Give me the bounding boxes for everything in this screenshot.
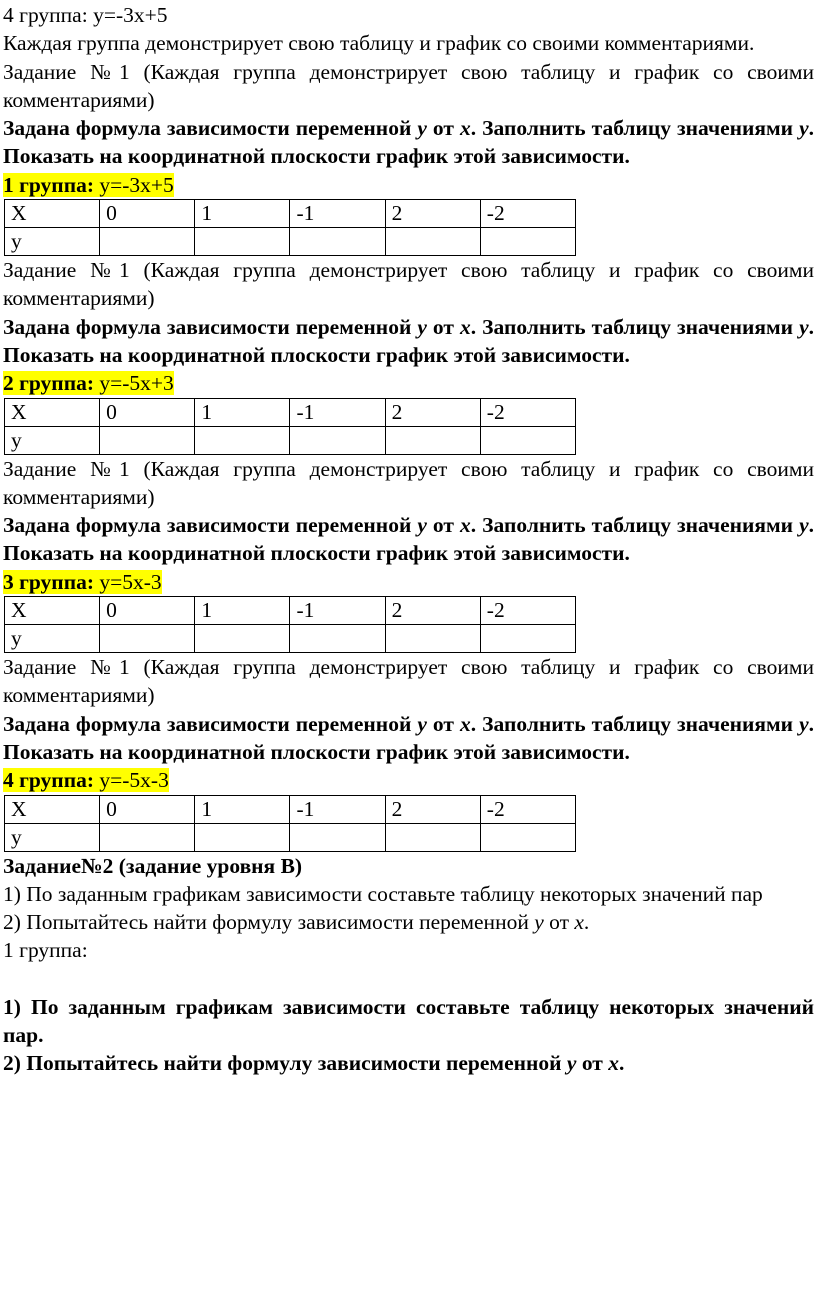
table-cell-y [100,625,195,653]
table-cell-x: 1 [195,597,290,625]
task2-bold-item-1: 1) По заданным графикам зависимости составьте таблицу некоторых значений пар. [3,994,814,1048]
blank-line [3,965,814,993]
table-cell-y [290,823,385,851]
table-cell-y: у [5,426,100,454]
table-cell-y [195,625,290,653]
table-cell-x: 1 [195,795,290,823]
table-cell-y [290,426,385,454]
intro-text: Каждая группа демонстрирует свою таблицу и график со своими комментариями. [3,31,755,56]
group-label: 4 группа: [3,768,94,793]
table-row-y [5,426,576,454]
group-block-2 [3,256,814,454]
table-cell-x: -1 [290,597,385,625]
table-cell-x: 2 [385,398,480,426]
table-cell-y [385,228,480,256]
table-row-x [5,597,576,625]
table-cell-y: у [5,823,100,851]
group-formula: у=-5х-3 [94,768,169,793]
table-cell-y [290,228,385,256]
table-cell-y [385,426,480,454]
table-cell-x: -2 [480,795,575,823]
page-title: 4 группа: у=-3х+5 [3,3,168,27]
group-heading [3,568,814,596]
table-cell-x: Х [5,398,100,426]
task2-heading: Задание№2 (задание уровня В) [3,853,303,878]
table-cell-x: Х [5,200,100,228]
table-cell-x: 0 [100,200,195,228]
group-label: 2 группа: [3,371,94,396]
table-cell-x: 0 [100,795,195,823]
group-formula: у=-3х+5 [94,172,174,197]
table-cell-x: 1 [195,398,290,426]
table-cell-y [385,823,480,851]
group-heading [3,171,814,199]
table-cell-y [480,823,575,851]
table-cell-y [480,228,575,256]
table-cell-x: 0 [100,398,195,426]
table-row-x [5,200,576,228]
task2-bold-item-2: 2) Попытайтесь найти формулу зависимости переменной у от х. [3,1051,625,1076]
table-cell-y [480,426,575,454]
table-cell-y [195,823,290,851]
table-cell-x: -1 [290,795,385,823]
table-cell-y [100,426,195,454]
group-label: 1 группа: [3,172,94,197]
group-block-3 [3,455,814,653]
table-cell-y: у [5,228,100,256]
group-formula: у=5х-3 [94,569,162,594]
table-cell-x: 2 [385,795,480,823]
table-cell-x: Х [5,597,100,625]
document-page [3,1,814,1078]
table-cell-y: у [5,625,100,653]
group-heading [3,369,814,397]
task2-item-1: 1) По заданным графикам зависимости составьте таблицу некоторых значений пар [3,881,763,906]
task1-instruction: Задана формула зависимости переменной у от х. Заполнить таблицу значениями у. Показать на координатной плоскости график этой зависимости. [3,116,814,169]
table-row-x [5,398,576,426]
table-cell-y [195,426,290,454]
task1-text: Задание №1 (Каждая группа демонстрирует свою таблицу и график со своими комментариями) [3,258,814,311]
table-cell-x: 0 [100,597,195,625]
table-row-y [5,823,576,851]
task2-group-label: 1 группа: [3,938,88,963]
table-cell-x: Х [5,795,100,823]
task1-text: Задание №1 (Каждая группа демонстрирует свою таблицу и график со своими комментариями) [3,456,814,509]
groups-container [3,58,814,852]
table-cell-x: -1 [290,200,385,228]
table-cell-x: -2 [480,398,575,426]
values-table [4,795,576,852]
table-cell-y [385,625,480,653]
table-row-y [5,228,576,256]
values-table [4,596,576,653]
table-cell-x: -1 [290,398,385,426]
table-cell-y [100,823,195,851]
group-heading [3,766,814,794]
table-cell-y [480,625,575,653]
table-cell-x: 2 [385,597,480,625]
group-formula: у=-5х+3 [94,371,174,396]
values-table [4,199,576,256]
task1-instruction: Задана формула зависимости переменной у от х. Заполнить таблицу значениями у. Показать на координатной плоскости график этой зависимости. [3,711,814,764]
task1-instruction: Задана формула зависимости переменной у от х. Заполнить таблицу значениями у. Показать на координатной плоскости график этой зависимости. [3,513,814,566]
group-label: 3 группа: [3,569,94,594]
table-cell-x: 2 [385,200,480,228]
table-cell-x: -2 [480,597,575,625]
task2-item-2: 2) Попытайтесь найти формулу зависимости переменной у от х. [3,910,590,935]
table-cell-x: 1 [195,200,290,228]
table-cell-y [100,228,195,256]
values-table [4,398,576,455]
task1-text: Задание №1 (Каждая группа демонстрирует свою таблицу и график со своими комментариями) [3,59,814,112]
table-cell-x: -2 [480,200,575,228]
task1-instruction: Задана формула зависимости переменной у от х. Заполнить таблицу значениями у. Показать на координатной плоскости график этой зависимости. [3,314,814,367]
table-cell-y [290,625,385,653]
group-block-4 [3,653,814,851]
group-block-1 [3,58,814,256]
table-cell-y [195,228,290,256]
table-row-x [5,795,576,823]
table-row-y [5,625,576,653]
task1-text: Задание №1 (Каждая группа демонстрирует свою таблицу и график со своими комментариями) [3,655,814,708]
